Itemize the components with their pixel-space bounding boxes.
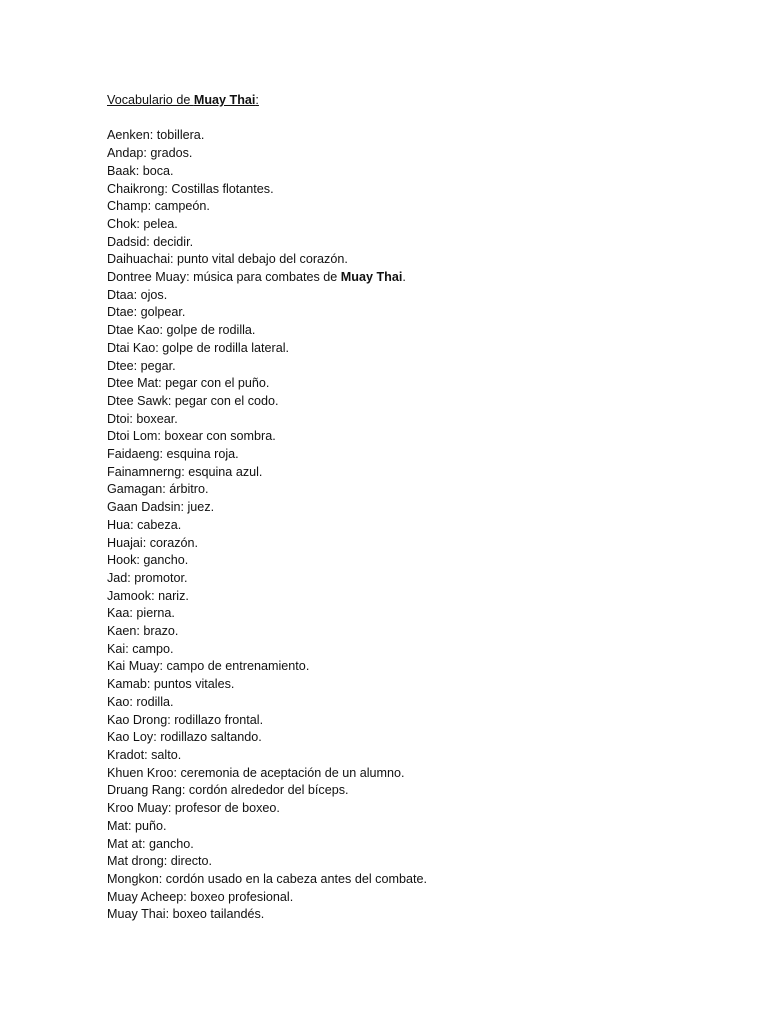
entry-text: Kradot: salto. xyxy=(107,748,182,762)
entry-text: Kao Drong: rodillazo frontal. xyxy=(107,712,264,727)
vocabulary-entry xyxy=(107,570,727,588)
entry-text: Jad: promotor. xyxy=(107,570,188,585)
vocabulary-entry xyxy=(107,198,727,216)
entry-text: Champ: campeón. xyxy=(107,199,210,214)
entry-text: Dtee: pegar. xyxy=(107,358,176,373)
vocabulary-entry xyxy=(107,340,727,358)
vocabulary-entry xyxy=(107,588,727,606)
entry-text: Kaen: brazo. xyxy=(107,624,179,639)
document-title xyxy=(107,92,727,110)
vocabulary-entry xyxy=(107,411,727,429)
vocabulary-entry xyxy=(107,623,727,641)
entry-text: Dtai Kao: golpe de rodilla lateral. xyxy=(107,340,290,355)
vocabulary-entry xyxy=(107,605,727,623)
entry-text: Mongkon: cordón usado en la cabeza antes del combate. xyxy=(107,871,427,886)
vocabulary-entry xyxy=(107,269,727,287)
entry-text: Huajai: corazón. xyxy=(107,535,199,550)
entry-text: Mat at: gancho. xyxy=(107,836,194,851)
title-prefix: Vocabulario de xyxy=(107,93,194,107)
vocabulary-entry xyxy=(107,889,727,907)
vocabulary-entry xyxy=(107,765,727,783)
vocabulary-entry xyxy=(107,481,727,499)
vocabulary-entry xyxy=(107,782,727,800)
entry-text: Daihuachai: punto vital debajo del corazón. xyxy=(107,252,348,267)
title-suffix: : xyxy=(255,93,259,107)
vocabulary-entry xyxy=(107,127,727,145)
entry-text: Kamab: puntos vitales. xyxy=(107,677,235,692)
vocabulary-entry xyxy=(107,393,727,411)
vocabulary-entry xyxy=(107,322,727,340)
entry-text: Kao: rodilla. xyxy=(107,694,174,709)
vocabulary-entry xyxy=(107,712,727,730)
entry-text: Kaa: pierna. xyxy=(107,606,175,621)
vocabulary-entry xyxy=(107,694,727,712)
entry-text: Jamook: nariz. xyxy=(107,588,189,603)
vocabulary-entry xyxy=(107,906,727,924)
document-page xyxy=(107,92,727,924)
entry-text: Mat: puño. xyxy=(107,818,167,833)
entry-text: Hook: gancho. xyxy=(107,553,189,568)
entry-text: Dtoi: boxear. xyxy=(107,411,178,426)
title-bold: Muay Thai xyxy=(193,93,256,107)
entry-bold-term: Muay Thai xyxy=(340,270,403,285)
vocabulary-entry xyxy=(107,375,727,393)
entry-text: Baak: boca. xyxy=(107,163,174,178)
entry-text: Muay Acheep: boxeo profesional. xyxy=(107,889,294,904)
entry-text: Chaikrong: Costillas flotantes. xyxy=(107,181,274,196)
entry-text: Kai Muay: campo de entrenamiento. xyxy=(107,659,310,674)
entry-text: Dontree Muay: música para combates de xyxy=(107,270,341,285)
vocabulary-entry xyxy=(107,304,727,322)
vocabulary-entry xyxy=(107,871,727,889)
entry-text: Dtae Kao: golpe de rodilla. xyxy=(107,323,256,338)
vocabulary-entry xyxy=(107,287,727,305)
entry-text: Druang Rang: cordón alrededor del bíceps. xyxy=(107,783,349,798)
entry-text: Dtae: golpear. xyxy=(107,305,186,320)
entry-text: Muay Thai: boxeo tailandés. xyxy=(107,907,265,922)
vocabulary-entry xyxy=(107,428,727,446)
vocabulary-entry xyxy=(107,251,727,269)
vocabulary-entry xyxy=(107,729,727,747)
entry-text: Kai: campo. xyxy=(107,641,174,656)
entry-text: Hua: cabeza. xyxy=(107,517,182,532)
entry-text: Andap: grados. xyxy=(107,146,193,161)
entry-text: Aenken: tobillera. xyxy=(107,128,205,143)
vocabulary-entry xyxy=(107,464,727,482)
vocabulary-entry xyxy=(107,676,727,694)
entry-text: Dtee Sawk: pegar con el codo. xyxy=(107,393,279,408)
vocabulary-entry xyxy=(107,517,727,535)
vocabulary-entry xyxy=(107,499,727,517)
entry-text-end: . xyxy=(402,270,406,285)
vocabulary-entry xyxy=(107,641,727,659)
vocabulary-entry xyxy=(107,145,727,163)
vocabulary-entry xyxy=(107,552,727,570)
entry-text: Gaan Dadsin: juez. xyxy=(107,500,215,515)
entry-text: Chok: pelea. xyxy=(107,216,178,231)
vocabulary-entry xyxy=(107,163,727,181)
entry-text: Fainamnerng: esquina azul. xyxy=(107,464,263,479)
vocabulary-entry xyxy=(107,446,727,464)
entry-text: Kroo Muay: profesor de boxeo. xyxy=(107,801,280,816)
vocabulary-list xyxy=(107,127,727,924)
entry-text: Gamagan: árbitro. xyxy=(107,482,209,497)
entry-text: Dtoi Lom: boxear con sombra. xyxy=(107,429,276,444)
vocabulary-entry xyxy=(107,216,727,234)
vocabulary-entry xyxy=(107,836,727,854)
vocabulary-entry xyxy=(107,658,727,676)
entry-text: Mat drong: directo. xyxy=(107,854,212,869)
vocabulary-entry xyxy=(107,535,727,553)
entry-text: Dadsid: decidir. xyxy=(107,234,194,249)
vocabulary-entry xyxy=(107,181,727,199)
entry-text: Kao Loy: rodillazo saltando. xyxy=(107,730,262,745)
vocabulary-entry xyxy=(107,818,727,836)
vocabulary-entry xyxy=(107,358,727,376)
entry-text: Dtee Mat: pegar con el puño. xyxy=(107,376,270,391)
entry-text: Dtaa: ojos. xyxy=(107,287,168,302)
entry-text: Faidaeng: esquina roja. xyxy=(107,447,239,462)
vocabulary-entry xyxy=(107,853,727,871)
entry-text: Khuen Kroo: ceremonia de aceptación de un alumno. xyxy=(107,765,405,780)
vocabulary-entry xyxy=(107,800,727,818)
vocabulary-entry xyxy=(107,747,727,765)
vocabulary-entry xyxy=(107,234,727,252)
